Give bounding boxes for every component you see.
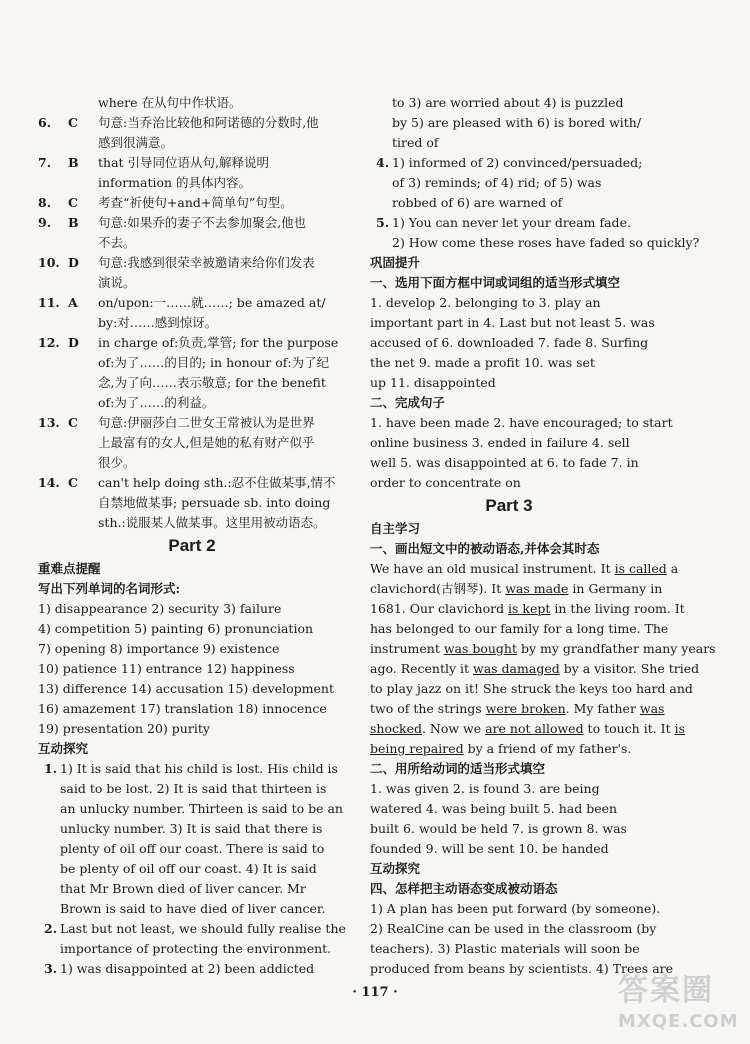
answer-item xyxy=(38,153,346,173)
continuation-line: plenty of oil off our coast. There is said to xyxy=(60,841,325,856)
answer-item xyxy=(38,413,346,433)
left-column xyxy=(38,93,346,979)
section-heading: 重难点提醒 xyxy=(38,561,101,576)
passage-line xyxy=(370,719,686,739)
watermark-logo xyxy=(618,972,746,1040)
answer-explanation: can't help doing sth.:忍不住做某事,情不 xyxy=(98,475,336,490)
passage-line xyxy=(370,619,669,639)
answer-line: well 5. was disappointed at 6. to fade 7. in xyxy=(370,455,639,470)
subsection-heading: 二、完成句子 xyxy=(370,395,446,410)
passage-text: by a friend of my father's. xyxy=(463,741,632,756)
item-number: 7. xyxy=(38,155,52,170)
answer-item xyxy=(38,473,346,493)
subsection-heading: 一、画出短文中的被动语态,并体会其时态 xyxy=(370,541,600,556)
passage-line xyxy=(370,639,716,659)
passage-text: 1681. Our clavichord xyxy=(370,601,509,616)
underlined-passive: was bought xyxy=(443,641,518,656)
answer-explanation: 句意:伊丽莎白二世女王常被认为是世界 xyxy=(98,415,315,430)
continuation-line: be plenty of oil off our coast. 4) It is said xyxy=(60,861,317,876)
answer-text: 1) informed of 2) convinced/persuaded; xyxy=(392,155,643,170)
passage-line xyxy=(370,739,648,759)
numbered-answer xyxy=(38,959,346,979)
continuation-line: 很少。 xyxy=(98,455,136,470)
passage-text: has belonged to our family for a long time. The xyxy=(370,621,669,636)
watermark-text: 答案圈 xyxy=(618,973,714,1008)
page-number: · 117 · xyxy=(352,985,398,1000)
subsection-heading: 二、用所给动词的适当形式填空 xyxy=(370,761,546,776)
continuation-line: 自禁地做某事; persuade sb. into doing xyxy=(98,495,331,510)
passage-line xyxy=(370,679,693,699)
answer-letter: A xyxy=(68,295,78,310)
subsection-heading: 写出下列单词的名词形式: xyxy=(38,581,181,596)
section-heading: 自主学习 xyxy=(370,521,421,536)
passage-text: in the living room. It xyxy=(550,601,685,616)
answer-explanation: 考查“祈使句+and+简单句”句型。 xyxy=(98,195,293,210)
answer-letter: C xyxy=(68,115,78,130)
answer-line: 2) RealCine can be used in the classroom (by xyxy=(370,921,657,936)
answer-text: 1) You can never let your dream fade. xyxy=(392,215,631,230)
continuation-line: 2) How come these roses have faded so quickly? xyxy=(392,235,700,250)
continuation-line: said to be lost. 2) It is said that thirteen is xyxy=(60,781,327,796)
item-number: 6. xyxy=(38,115,52,130)
passage-text: instrument xyxy=(370,641,444,656)
section-heading: 互动探究 xyxy=(370,861,421,876)
continuation-line: Brown is said to have died of liver cancer. xyxy=(60,901,326,916)
answer-explanation: 句意:我感到很荣幸被邀请来给你们发表 xyxy=(98,255,315,270)
answer-line: order to concentrate on xyxy=(370,475,521,490)
passage-text: clavichord(古钢琴). It xyxy=(370,581,506,596)
answer-line: 7) opening 8) importance 9) existence xyxy=(38,641,280,656)
watermark-url: MXQE.COM xyxy=(618,1011,739,1032)
continuation-line: 感到很满意。 xyxy=(98,135,174,150)
answer-line: important part in 4. Last but not least 5. was xyxy=(370,315,655,330)
continuation-line: of:为了……的目的; in honour of:为了纪 xyxy=(98,355,330,370)
passage-text: by my grandfather many years xyxy=(517,641,716,656)
right-column xyxy=(370,93,716,979)
numbered-answer xyxy=(38,919,346,939)
answer-line: teachers). 3) Plastic materials will soon be xyxy=(370,941,640,956)
continuation-line: by 5) are pleased with 6) is bored with/ xyxy=(392,115,642,130)
answer-line: 1. have been made 2. have encouraged; to start xyxy=(370,415,673,430)
underlined-passive: are not allowed xyxy=(485,721,584,736)
continuation-line: 不去。 xyxy=(98,235,136,250)
answer-letter: B xyxy=(68,215,79,230)
answer-item xyxy=(38,113,346,133)
continuation-line: an unlucky number. Thirteen is said to be an xyxy=(60,801,343,816)
answer-explanation: 句意:如果乔的妻子不去参加聚会,他也 xyxy=(98,215,307,230)
continuation-line: importance of protecting the environment. xyxy=(60,941,332,956)
answer-explanation: in charge of:负责,掌管; for the purpose xyxy=(98,335,339,350)
continuation-line: 演说。 xyxy=(98,275,136,290)
answer-letter: B xyxy=(68,155,79,170)
answer-line: 19) presentation 20) purity xyxy=(38,721,210,736)
passage-line xyxy=(370,599,685,619)
underlined-passive: was made xyxy=(505,581,569,596)
underlined-passive: is kept xyxy=(508,601,551,616)
part-heading: Part 2 xyxy=(168,536,216,555)
continuation-line: of 3) reminds; of 4) rid; of 5) was xyxy=(392,175,602,190)
answer-line: 1. develop 2. belonging to 3. play an xyxy=(370,295,601,310)
answer-letter: D xyxy=(68,335,79,350)
answer-explanation: on/upon:一……就……; be amazed at/ xyxy=(98,295,326,310)
subsection-heading: 一、选用下面方框中词或词组的适当形式填空 xyxy=(370,275,621,290)
answer-line: built 6. would be held 7. is grown 8. was xyxy=(370,821,627,836)
answer-line: 13) difference 14) accusation 15) development xyxy=(38,681,334,696)
answer-explanation: that 引导同位语从句,解释说明 xyxy=(98,155,269,170)
answer-item xyxy=(38,193,346,213)
section-heading: 巩固提升 xyxy=(370,255,421,270)
passage-text: to play jazz on it! She struck the keys too hard and xyxy=(370,681,693,696)
answer-line: the net 9. made a profit 10. was set xyxy=(370,355,595,370)
subsection-heading: 四、怎样把主动语态变成被动语态 xyxy=(370,881,558,896)
continuation-line: information 的具体内容。 xyxy=(98,175,252,190)
underlined-passive: was damaged xyxy=(473,661,560,676)
item-number: 13. xyxy=(38,415,60,430)
passage-line xyxy=(370,579,663,599)
answer-item xyxy=(38,333,346,353)
answer-letter: D xyxy=(68,255,79,270)
answer-letter: C xyxy=(68,475,78,490)
continuation-line: unlucky number. 3) It is said that there is xyxy=(60,821,323,836)
answer-item xyxy=(38,253,346,273)
continuation-line: to 3) are worried about 4) is puzzled xyxy=(392,95,624,110)
answer-text: 1) was disappointed at 2) been addicted xyxy=(60,961,315,976)
section-heading: 互动探究 xyxy=(38,741,89,756)
answer-line: accused of 6. downloaded 7. fade 8. Surfing xyxy=(370,335,649,350)
underlined-passive: shocked xyxy=(370,721,422,736)
item-number: 10. xyxy=(38,255,60,270)
answer-item xyxy=(38,213,346,233)
answer-line: up 11. disappointed xyxy=(370,375,496,390)
answer-line: 4) competition 5) painting 6) pronunciation xyxy=(38,621,314,636)
item-number: 12. xyxy=(38,335,60,350)
passage-text: by a visitor. She tried xyxy=(559,661,700,676)
passage-text: We have an old musical instrument. It xyxy=(370,561,615,576)
continuation-line: by:对……感到惊讶。 xyxy=(98,315,218,330)
answer-letter: C xyxy=(68,415,78,430)
passage-text: in Germany in xyxy=(568,581,663,596)
item-number: 8. xyxy=(38,195,52,210)
continuation-line: where 在从句中作状语。 xyxy=(98,95,242,110)
answer-line: 1. was given 2. is found 3. are being xyxy=(370,781,600,796)
answer-letter: C xyxy=(68,195,78,210)
underlined-passive: is called xyxy=(614,561,667,576)
passage-line xyxy=(370,659,700,679)
answer-line: online business 3. ended in failure 4. sell xyxy=(370,435,630,450)
item-number: 11. xyxy=(38,295,60,310)
passage-text: . Now we xyxy=(421,721,486,736)
numbered-answer xyxy=(38,759,346,779)
continuation-line: robbed of 6) are warned of xyxy=(392,195,563,210)
underlined-passive: is xyxy=(674,721,686,736)
item-number: 1. xyxy=(44,761,58,776)
answer-line: 16) amazement 17) translation 18) innocence xyxy=(38,701,327,716)
continuation-line: sth.:说服某人做某事。这里用被动语态。 xyxy=(98,515,326,530)
numbered-answer xyxy=(370,213,648,233)
item-number: 14. xyxy=(38,475,60,490)
continuation-line: 念,为了向……表示敬意; for the benefit xyxy=(98,375,326,390)
answer-line: founded 9. will be sent 10. be handed xyxy=(370,841,609,856)
item-number: 5. xyxy=(376,215,390,230)
passage-text: . My father xyxy=(565,701,640,716)
passage-line xyxy=(370,699,665,719)
passage-text: two of the strings xyxy=(370,701,486,716)
underlined-passive: were broken xyxy=(485,701,566,716)
answer-line: watered 4. was being built 5. had been xyxy=(370,801,618,816)
numbered-answer xyxy=(370,153,648,173)
answer-explanation: 句意:当乔治比较他和阿诺德的分数时,他 xyxy=(98,115,319,130)
answer-item xyxy=(38,293,346,313)
passage-text: ago. Recently it xyxy=(370,661,474,676)
continuation-line: 上最富有的女人,但是她的私有财产似乎 xyxy=(98,435,315,450)
part-heading: Part 3 xyxy=(485,496,533,515)
item-number: 4. xyxy=(376,155,390,170)
answer-text: 1) It is said that his child is lost. His child is xyxy=(60,761,338,776)
answer-line: 1) disappearance 2) security 3) failure xyxy=(38,601,282,616)
item-number: 9. xyxy=(38,215,52,230)
continuation-line: tired of xyxy=(392,135,439,150)
answer-line: produced from beans by scientists. 4) Trees are xyxy=(370,961,674,976)
answer-text: Last but not least, we should fully realise the xyxy=(60,921,346,936)
answer-line: 10) patience 11) entrance 12) happiness xyxy=(38,661,295,676)
passage-line xyxy=(370,559,679,579)
answer-line: 1) A plan has been put forward (by someone). xyxy=(370,901,661,916)
underlined-passive: being repaired xyxy=(370,741,464,756)
item-number: 2. xyxy=(44,921,58,936)
continuation-line: of:为了……的利益。 xyxy=(98,395,215,410)
passage-text: a xyxy=(666,561,679,576)
underlined-passive: was xyxy=(639,701,665,716)
item-number: 3. xyxy=(44,961,58,976)
continuation-line: that Mr Brown died of liver cancer. Mr xyxy=(60,881,306,896)
passage-text: to touch it. It xyxy=(583,721,675,736)
